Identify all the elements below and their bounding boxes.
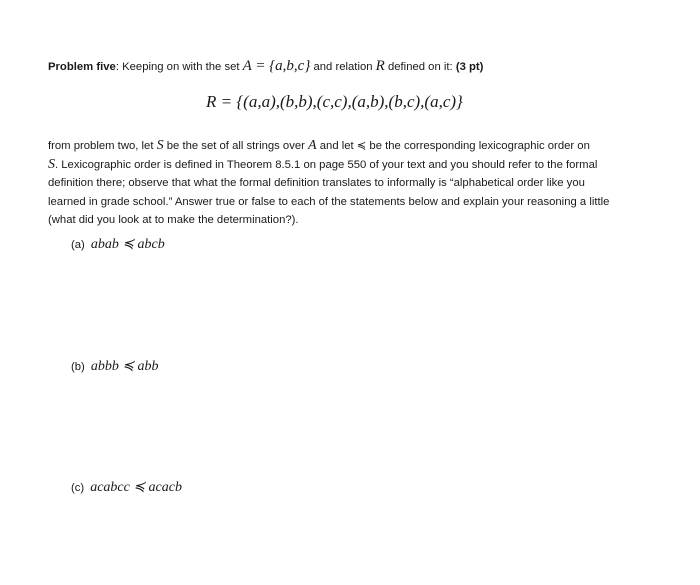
- statement-label: (a): [71, 239, 85, 251]
- description-line-2: S. Lexicographic order is defined in Theorem 8.5.1 on page 550 of your text and you should refer to the formal: [48, 156, 598, 172]
- leq-symbol: ≼: [356, 140, 367, 152]
- set-a-symbol: A: [308, 138, 317, 153]
- statement-expression: abbb ≼ abb: [90, 359, 159, 374]
- relation-equation: R = {(a,a),(b,b),(c,c),(a,b),(b,c),(a,c)}: [206, 92, 463, 111]
- statement-expression: acabcc ≼ acacb: [90, 480, 182, 495]
- set-s-symbol: S: [48, 156, 55, 172]
- statement-c: [71, 479, 182, 496]
- problem-label: Problem five: [48, 61, 116, 73]
- statement-label: (b): [71, 361, 85, 373]
- description-line-5: (what did you look at to make the determination?).: [48, 214, 299, 227]
- problem-description: [48, 137, 628, 230]
- set-definition: A = {a,b,c}: [242, 58, 311, 74]
- header-text-before: : Keeping on with the set: [115, 61, 243, 73]
- header-text-mid: and relation: [310, 61, 376, 73]
- header-text-after: defined on it:: [384, 61, 456, 73]
- statement-a: [71, 236, 165, 253]
- description-line-3: definition there; observe that what the formal definition translates to informally is “alphabetical order like you: [48, 177, 585, 190]
- relation-symbol: R: [375, 58, 385, 74]
- statement-expression: abab ≼ abcb: [90, 237, 165, 252]
- description-line-4: learned in grade school.” Answer true or false to each of the statements below and explain your reasoning a little: [48, 195, 610, 208]
- statement-label: (c): [71, 482, 85, 494]
- set-s-symbol: S: [156, 138, 164, 153]
- problem-header: [48, 58, 483, 75]
- points-label: (3 pt): [455, 61, 484, 73]
- statement-b: [71, 358, 159, 375]
- description-line-1: from problem two, let S be the set of all strings over A and let ≼ be the corresponding lexicographic order on: [48, 138, 590, 153]
